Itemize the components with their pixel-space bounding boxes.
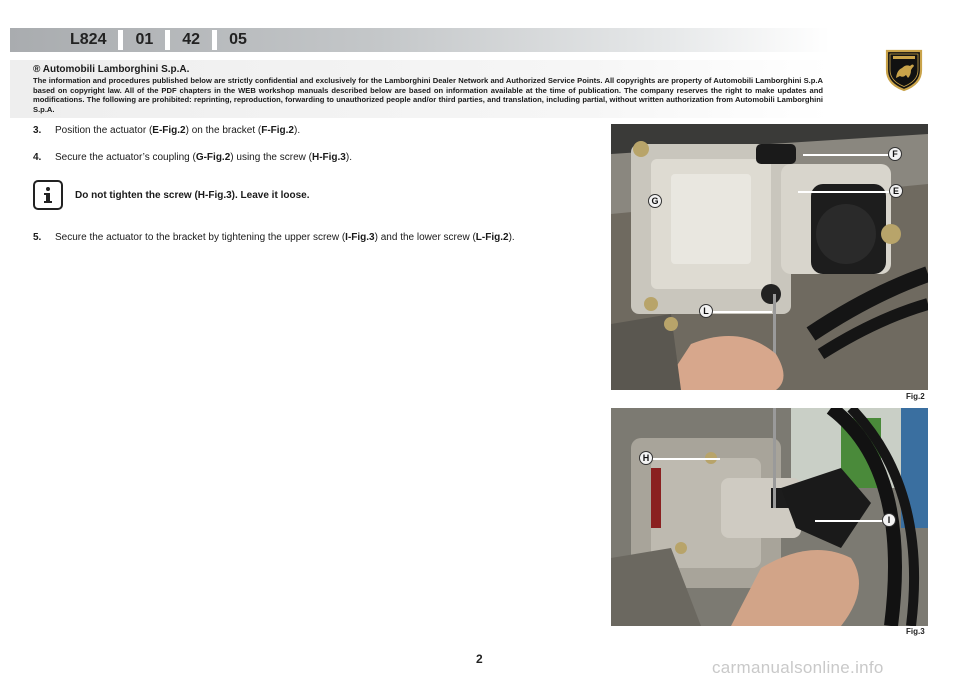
code-separator bbox=[165, 30, 170, 50]
group-code: 01 bbox=[135, 31, 154, 48]
legal-title: ® Automobili Lamborghini S.p.A. bbox=[33, 64, 190, 75]
step-3 bbox=[33, 125, 300, 136]
callout-g: G bbox=[648, 194, 662, 208]
callout-e: E bbox=[889, 184, 903, 198]
info-icon bbox=[33, 180, 63, 210]
legal-notice bbox=[33, 64, 823, 114]
note-text: Do not tighten the screw (H-Fig.3). Leave it loose. bbox=[75, 189, 310, 201]
section-code: 42 bbox=[182, 31, 201, 48]
figure-3-photo bbox=[611, 408, 928, 626]
note-box bbox=[33, 180, 309, 210]
figure-2-photo bbox=[611, 124, 928, 390]
step-text: Secure the actuator to the bracket by tightening the upper screw ( bbox=[55, 232, 346, 243]
model-code: L824 bbox=[70, 31, 107, 48]
step-number: 4. bbox=[33, 152, 42, 163]
step-reference: L-Fig.2 bbox=[475, 232, 509, 243]
callout-h: H bbox=[639, 451, 653, 465]
callout-l: L bbox=[699, 304, 713, 318]
callout-leader-i bbox=[815, 520, 883, 522]
step-text: ) and the lower screw ( bbox=[374, 232, 476, 243]
step-text: Secure the actuator’s coupling ( bbox=[55, 152, 196, 163]
step-reference: F-Fig.2 bbox=[261, 125, 294, 136]
step-text: ). bbox=[345, 152, 352, 163]
callout-leader-l bbox=[712, 311, 772, 313]
step-text: ) on the bracket ( bbox=[185, 125, 262, 136]
step-number: 3. bbox=[33, 125, 42, 136]
callout-leader-e bbox=[798, 191, 889, 193]
callout-leader-h bbox=[652, 458, 720, 460]
legal-text: The information and procedures published below are strictly confidential and exclusively for the Lamborghini Dealer Network and Authorized Service Points. All copyrights are property of Automobili Lamborghini S.p.A based on copyright law. All of the PDF chapters in the WEB workshop manuals described below are based on information available at the time of publication. The company reserves the right to make updates and modifications. The following are prohibited: reprinting, reproduction, forwarding to unauthorized people and/or third parties, and translation, including partial, without written authorization from Automobili Lamborghini S.p.A. bbox=[33, 76, 823, 114]
step-reference: H-Fig.3 bbox=[311, 152, 346, 163]
step-text: Position the actuator ( bbox=[55, 125, 153, 136]
step-text: ). bbox=[294, 125, 301, 136]
callout-leader-f bbox=[803, 154, 888, 156]
lamborghini-logo bbox=[884, 48, 924, 92]
step-number: 5. bbox=[33, 232, 42, 243]
step-text: ). bbox=[508, 232, 515, 243]
watermark: carmanualsonline.info bbox=[712, 658, 884, 677]
code-separator bbox=[212, 30, 217, 50]
procedure-code: 05 bbox=[229, 31, 247, 48]
step-text: ) using the screw ( bbox=[230, 152, 312, 163]
step-reference: E-Fig.2 bbox=[152, 125, 186, 136]
document-codes bbox=[70, 28, 247, 52]
figure-3-label: Fig.3 bbox=[906, 627, 925, 636]
callout-i: I bbox=[882, 513, 896, 527]
code-separator bbox=[118, 30, 123, 50]
page-number: 2 bbox=[476, 652, 483, 666]
step-reference: I-Fig.3 bbox=[345, 232, 375, 243]
step-4 bbox=[33, 152, 352, 163]
step-reference: G-Fig.2 bbox=[195, 152, 231, 163]
figure-2-label: Fig.2 bbox=[906, 392, 925, 401]
callout-f: F bbox=[888, 147, 902, 161]
step-5 bbox=[33, 232, 515, 243]
